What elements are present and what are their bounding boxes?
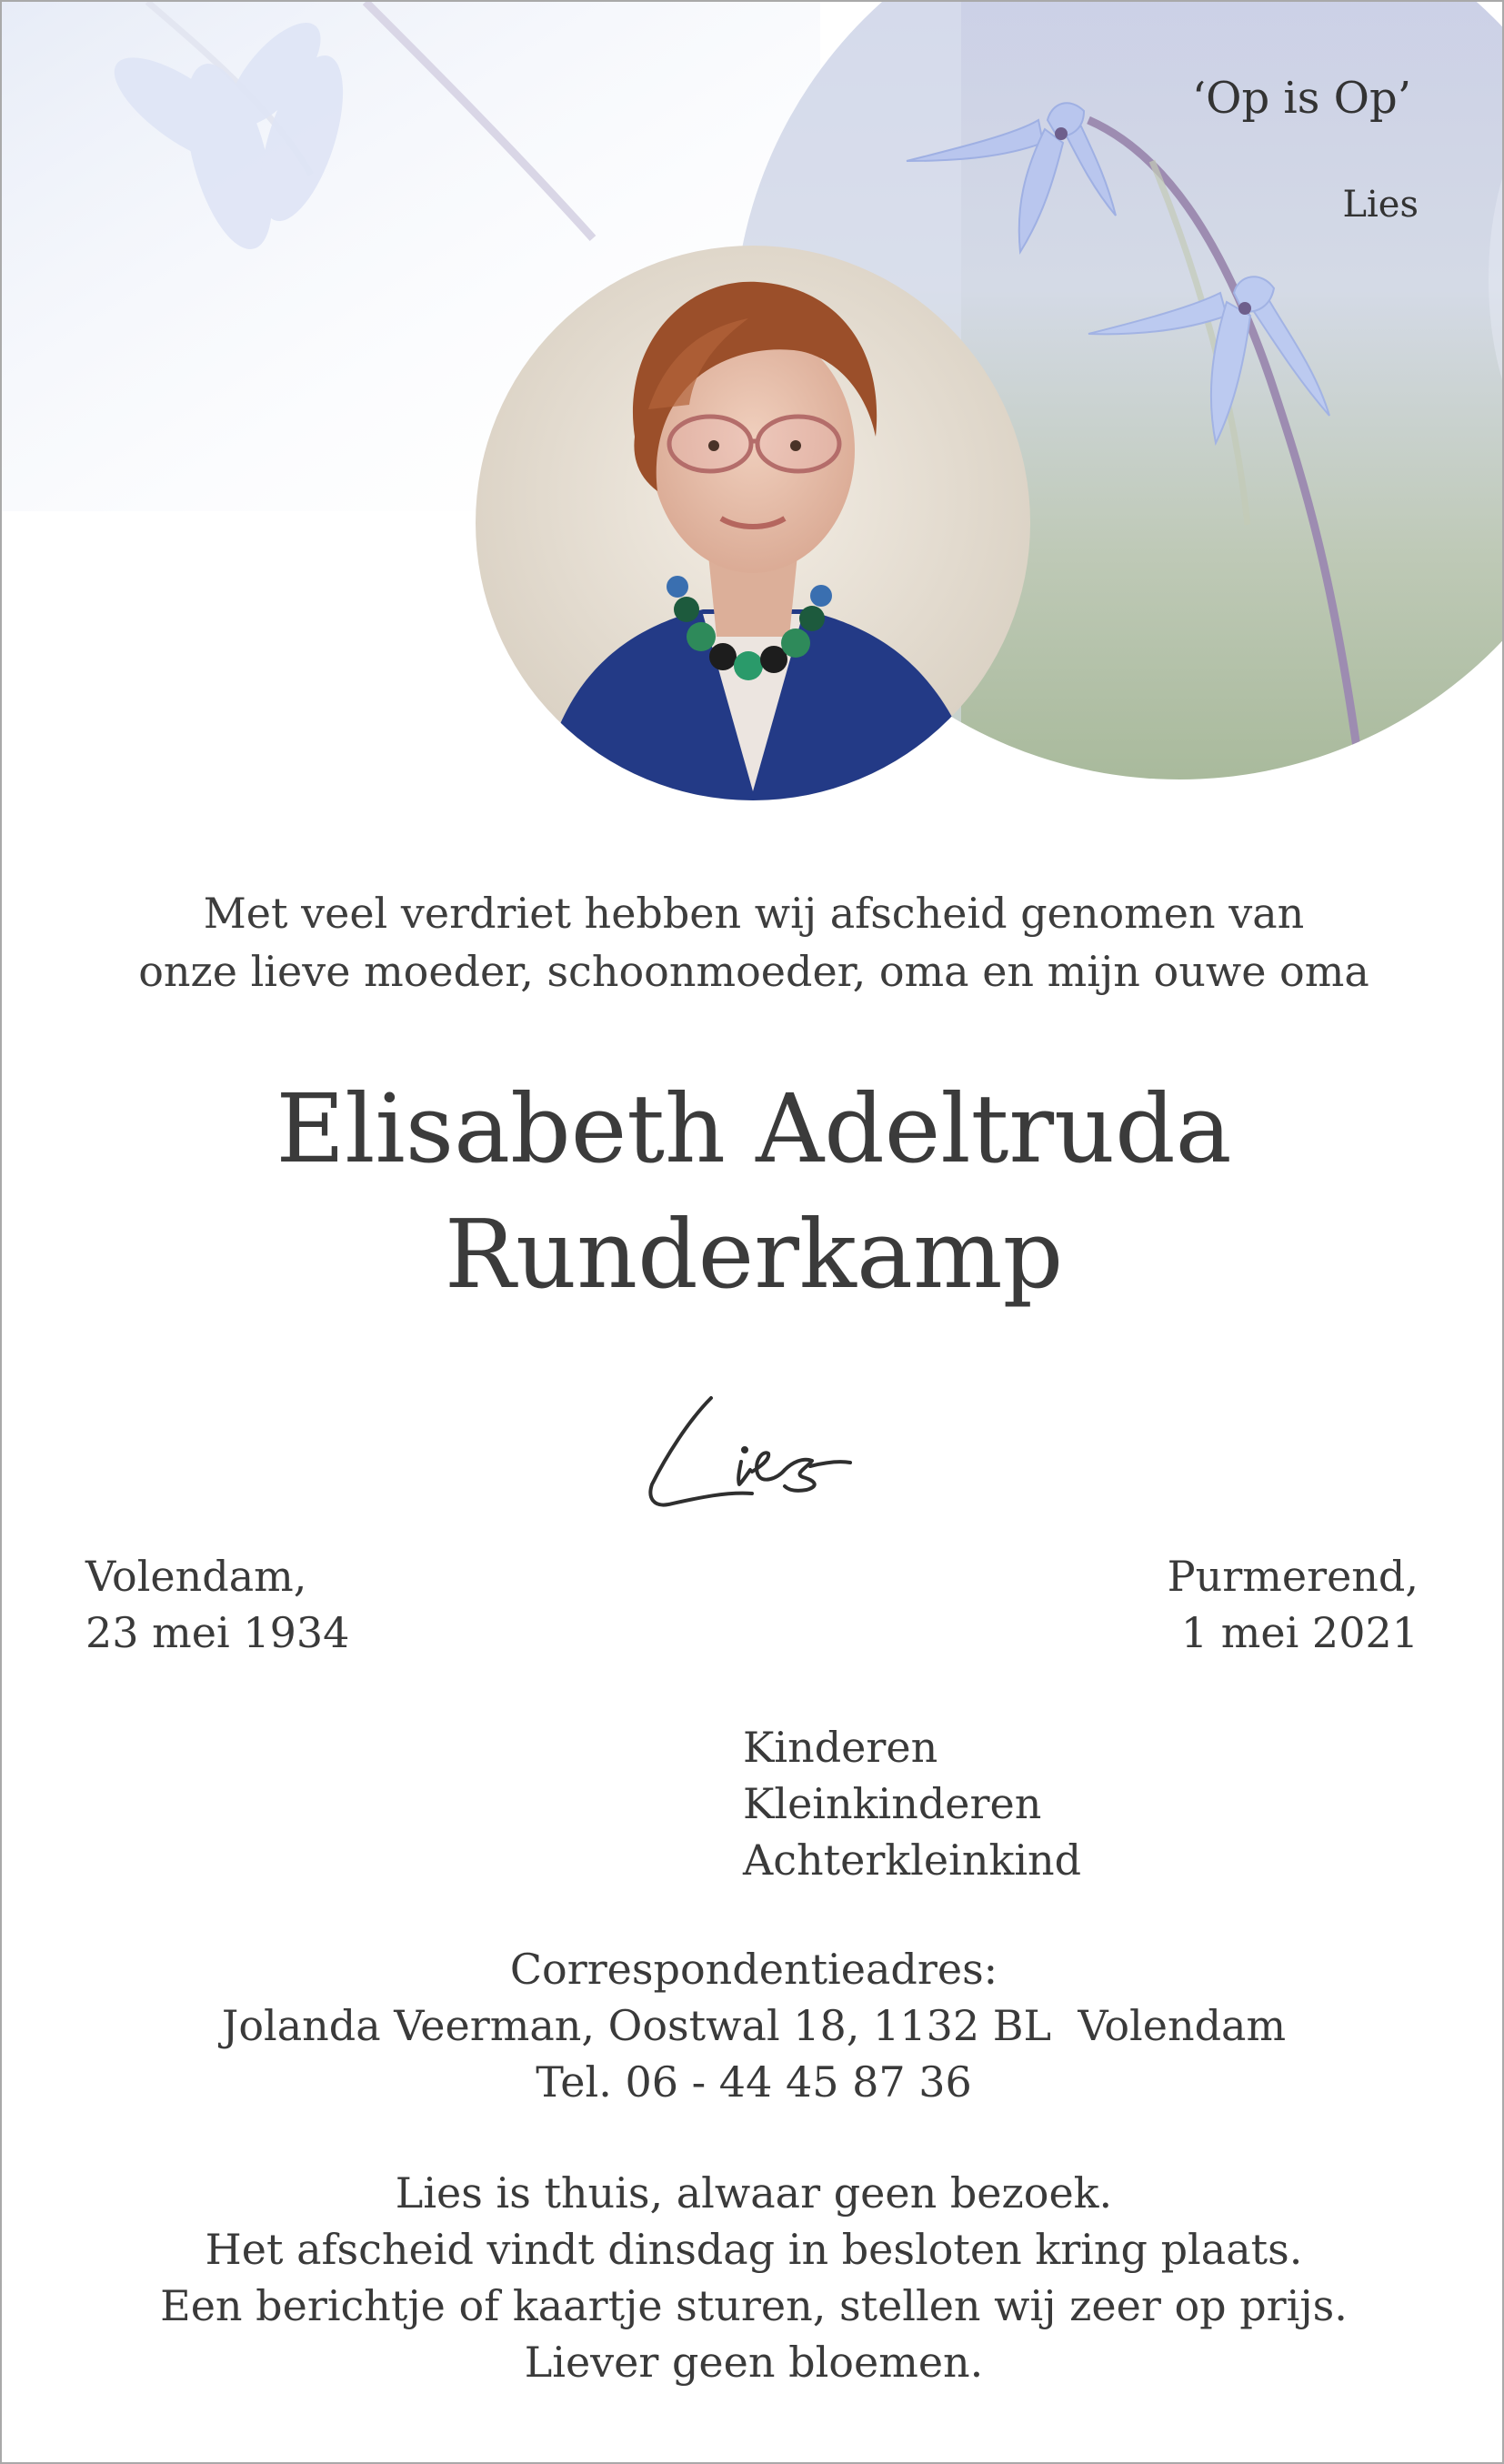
- funeral-notes: [2, 2165, 1504, 2390]
- correspondence-address: [2, 1941, 1504, 2110]
- note-line: Lies is thuis, alwaar geen bezoek.: [395, 2168, 1113, 2218]
- death-date: 1 mei 2021: [1180, 1608, 1419, 1657]
- note-line: Een berichtje of kaartje sturen, stellen wij zeer op prijs.: [160, 2281, 1348, 2330]
- intro-line: Met veel verdriet hebben wij afscheid genomen van: [203, 889, 1305, 938]
- death-info: [1168, 1548, 1419, 1661]
- birth-info: [85, 1548, 349, 1661]
- note-line: Liever geen bloemen.: [524, 2338, 984, 2387]
- contact-phone: Tel. 06 - 44 45 87 36: [536, 2057, 972, 2107]
- portrait-photo: [476, 246, 1030, 800]
- note-line: Het afscheid vindt dinsdag in besloten kring plaats.: [205, 2225, 1303, 2274]
- contact-heading: Correspondentieadres:: [509, 1945, 998, 1994]
- intro-line: onze lieve moeder, schoonmoeder, oma en mijn ouwe oma: [138, 947, 1369, 996]
- family-item: Kinderen: [743, 1723, 938, 1772]
- death-place: Purmerend,: [1167, 1552, 1419, 1601]
- quote: ‘Op is Op’: [1191, 73, 1411, 124]
- family-list: [743, 1719, 1081, 1888]
- birth-place: Volendam,: [85, 1552, 307, 1601]
- name-line-first: Elisabeth Adeltruda: [276, 1073, 1232, 1184]
- contact-address: Jolanda Veerman, Oostwal 18, 1132 BL Volendam: [221, 2001, 1287, 2050]
- deceased-name: [2, 1066, 1504, 1317]
- name-line-last: Runderkamp: [444, 1199, 1064, 1310]
- intro-text: [2, 884, 1504, 1001]
- family-item: Kleinkinderen: [743, 1779, 1042, 1828]
- quote-signature: Lies: [1342, 184, 1419, 226]
- birth-date: 23 mei 1934: [85, 1608, 350, 1657]
- family-item: Achterkleinkind: [743, 1835, 1082, 1885]
- handwritten-signature: [625, 1384, 897, 1530]
